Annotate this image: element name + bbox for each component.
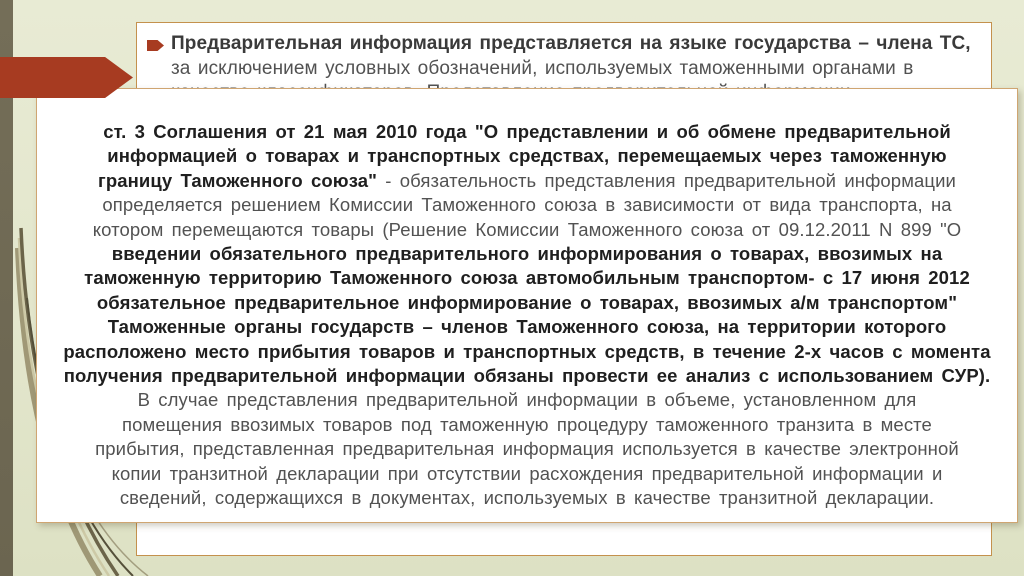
bold-text-segment: информацией о товарах и транспортных средствах, перемещаемых через таможенную	[107, 145, 947, 167]
overlay-text-box	[36, 88, 1018, 523]
bold-text-segment: Предварительная информация представляется на языке государства – члена ТС,	[171, 33, 971, 54]
text-segment: определяется решением Комиссии Таможенного союза в зависимости от вида транспорта, на	[102, 194, 952, 216]
bold-text-segment: получения предварительной информации обязаны провести ее анализ с использованием СУР).	[63, 365, 991, 387]
bold-text-segment: таможенную территорию Таможенного союза автомобильным транспортом- с 17 июня 2012	[84, 267, 970, 289]
overlay-text-line	[37, 413, 1017, 437]
text-segment: за исключением условных обозначений, используемых таможенными органами в	[171, 57, 914, 79]
overlay-text-line	[37, 315, 1017, 339]
bullet-paragraph-line	[171, 57, 971, 82]
overlay-text-line	[37, 437, 1017, 461]
bold-text-segment: обязательное предварительное информирование о товарах, ввозимых а/м транспортом"	[96, 291, 958, 313]
overlay-text-line	[37, 242, 1017, 266]
overlay-text-line	[37, 193, 1017, 217]
text-segment: В случае представления предварительной информации в объеме, установленном для	[137, 389, 917, 411]
text-segment: котором перемещаются товары (Решение Комиссии Таможенного союза от 09.12.2011 N 899 "О	[92, 218, 962, 240]
bold-text-segment: расположено место прибытия товаров и транспортных средств, в течение 2-х часов с момента	[63, 340, 991, 362]
bold-text-segment: введении обязательного предварительного информирования о товарах, ввозимых на	[111, 243, 943, 265]
text-segment: - обязательность представления предварительной информации	[377, 169, 956, 191]
bold-text-segment: ст. 3 Соглашения от 21 мая 2010 года "О представлении и об обмене предварительной	[103, 121, 951, 142]
text-segment: прибытия, представленная предварительная информация используется в качестве электронной	[95, 438, 959, 460]
overlay-text-line	[37, 388, 1017, 412]
bold-text-segment: границу Таможенного союза"	[98, 169, 378, 191]
overlay-text-line	[37, 340, 1017, 364]
overlay-text-line	[37, 462, 1017, 486]
text-segment: помещения ввозимых товаров под таможенную процедуру таможенного транзита в месте	[122, 413, 932, 435]
overlay-text-line	[37, 144, 1017, 168]
overlay-text-line	[37, 364, 1017, 388]
bullet-paragraph-line	[171, 32, 971, 57]
bold-text-segment: Таможенные органы государств – членов Таможенного союза, на территории которого	[107, 316, 947, 338]
overlay-text-line	[37, 266, 1017, 290]
overlay-text-line	[37, 120, 1017, 144]
overlay-text-line	[37, 291, 1017, 315]
overlay-text-line	[37, 169, 1017, 193]
text-segment: копии транзитной декларации при отсутствии расхождения предварительной информации и	[111, 462, 943, 484]
red-arrow-accent-icon	[0, 57, 133, 98]
overlay-text-line	[37, 486, 1017, 510]
arrow-right-bullet-icon	[147, 40, 164, 51]
overlay-text-line	[37, 218, 1017, 242]
text-segment: сведений, содержащихся в документах, используемых в качестве транзитной декларации.	[119, 487, 935, 509]
